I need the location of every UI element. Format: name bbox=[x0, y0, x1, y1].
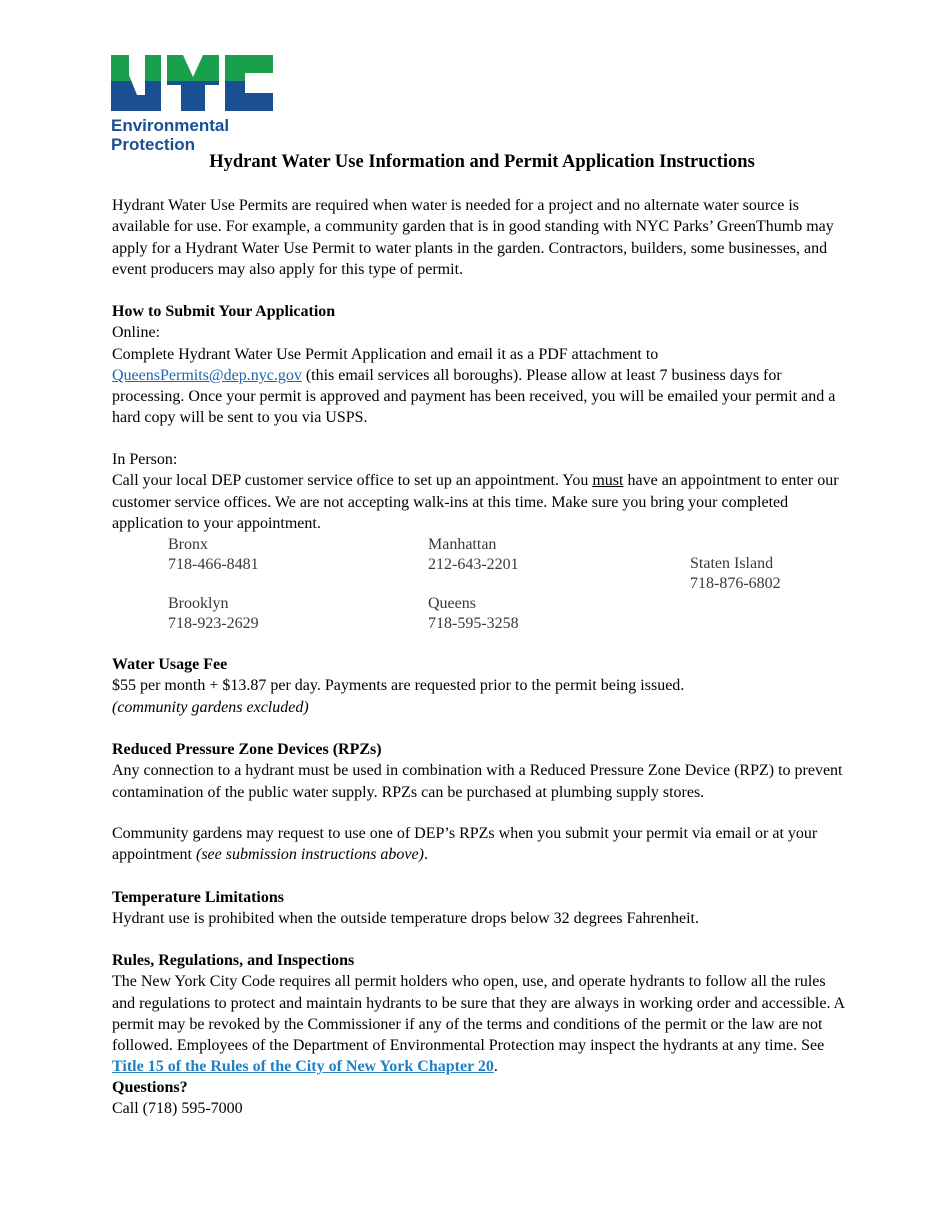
rpz-community bbox=[112, 823, 852, 866]
rules-section bbox=[112, 950, 852, 1078]
rpz-text-2: Community gardens may request to use one of DEP’s RPZs when you submit your permit via email or at your appointment bbox=[112, 825, 818, 864]
office-name: Brooklyn bbox=[168, 595, 229, 612]
fee-section bbox=[112, 654, 852, 718]
nyc-logo-icon bbox=[111, 55, 273, 111]
online-text-2: (this email services all boroughs). Please allow at least 7 business days for processing. Once your permit is approved and payment has been received, you will be emailed your permit and a hard copy will be sent to you via USPS. bbox=[112, 366, 836, 427]
online-text-1: Complete Hydrant Water Use Permit Application and email it as a PDF attachment to bbox=[112, 345, 659, 363]
inperson-text-2: have an appointment to enter our customer service offices. We are not accepting walk-ins at this time. Make sure you bring your completed application to your appointment. bbox=[112, 472, 839, 532]
office-bronx bbox=[168, 535, 259, 575]
inperson-text-1: Call your local DEP customer service office to set up an appointment. You bbox=[112, 472, 593, 490]
office-manhattan bbox=[428, 535, 519, 575]
online-label: Online: bbox=[112, 324, 160, 342]
rpz-text-2-end: . bbox=[423, 846, 428, 864]
page-title: Hydrant Water Use Information and Permit Application Instructions bbox=[209, 152, 755, 172]
office-phone: 718-923-2629 bbox=[168, 615, 259, 632]
online-paragraph bbox=[112, 344, 852, 429]
nyc-dep-logo bbox=[111, 55, 281, 154]
inperson-section bbox=[112, 449, 852, 534]
submit-heading: How to Submit Your Application bbox=[112, 303, 336, 320]
temperature-text: Hydrant use is prohibited when the outside temperature drops below 32 degrees Fahrenheit. bbox=[112, 910, 699, 928]
rpz-text-2-italic: (see submission instructions above) bbox=[195, 846, 424, 864]
inperson-must: must bbox=[592, 472, 624, 490]
office-phone: 718-466-8481 bbox=[168, 556, 259, 573]
logo-protection: Protection bbox=[111, 135, 196, 154]
fee-heading: Water Usage Fee bbox=[112, 656, 228, 673]
rules-paragraph bbox=[112, 971, 852, 1077]
office-phone: 718-876-6802 bbox=[690, 575, 781, 592]
inperson-label: In Person: bbox=[112, 451, 178, 468]
office-phone: 212-643-2201 bbox=[428, 556, 519, 573]
office-phone: 718-595-3258 bbox=[428, 615, 519, 632]
office-name: Staten Island bbox=[690, 555, 774, 572]
office-staten-island bbox=[690, 554, 781, 594]
submit-section bbox=[112, 301, 852, 429]
fee-text: $55 per month + $13.87 per day. Payments are requested prior to the permit being issued. bbox=[112, 677, 685, 695]
office-name: Manhattan bbox=[428, 536, 497, 553]
questions-section bbox=[112, 1077, 852, 1120]
office-name: Bronx bbox=[168, 536, 208, 553]
fee-note: (community gardens excluded) bbox=[112, 698, 309, 716]
rpz-section bbox=[112, 739, 852, 803]
office-brooklyn bbox=[168, 594, 259, 634]
email-link[interactable]: QueensPermits@dep.nyc.gov bbox=[112, 366, 302, 384]
rpz-heading: Reduced Pressure Zone Devices (RPZs) bbox=[112, 741, 382, 758]
rules-heading: Rules, Regulations, and Inspections bbox=[112, 952, 355, 969]
temperature-heading: Temperature Limitations bbox=[112, 889, 284, 906]
temperature-section bbox=[112, 887, 852, 930]
rpz-text-1: Any connection to a hydrant must be used in combination with a Reduced Pressure Zone Device (RPZ) to prevent contamination of the public water supply. RPZs can be purchased at plumbing supply stores. bbox=[112, 762, 843, 801]
rules-text: The New York City Code requires all permit holders who open, use, and operate hydrants to follow all the rules and regulations to protect and maintain hydrants to be sure that they are always in working order and accessible. A permit may be revoked by the Commissioner if any of the terms and conditions of the permit or the law are not followed. Employees of the Department of Environmental Protection may inspect the hydrants at any time. See bbox=[112, 973, 845, 1055]
logo-environmental: Environmental bbox=[111, 116, 230, 135]
intro-paragraph: Hydrant Water Use Permits are required when water is needed for a project and no alternate water source is available for use. For example, a community garden that is in good standing with NYC Parks’ GreenThumb may apply for a Hydrant Water Use Permit to water plants in the garden. Contractors, builders, some businesses, and event producers may also apply for this type of permit. bbox=[112, 197, 834, 278]
questions-text: Call (718) 595-7000 bbox=[112, 1100, 243, 1118]
office-name: Queens bbox=[428, 595, 476, 612]
questions-heading: Questions? bbox=[112, 1079, 188, 1096]
office-queens bbox=[428, 594, 519, 634]
rules-chapter-link[interactable]: Title 15 of the Rules of the City of New York Chapter 20 bbox=[112, 1058, 494, 1076]
rules-end: . bbox=[493, 1058, 498, 1076]
inperson-paragraph bbox=[112, 470, 852, 534]
